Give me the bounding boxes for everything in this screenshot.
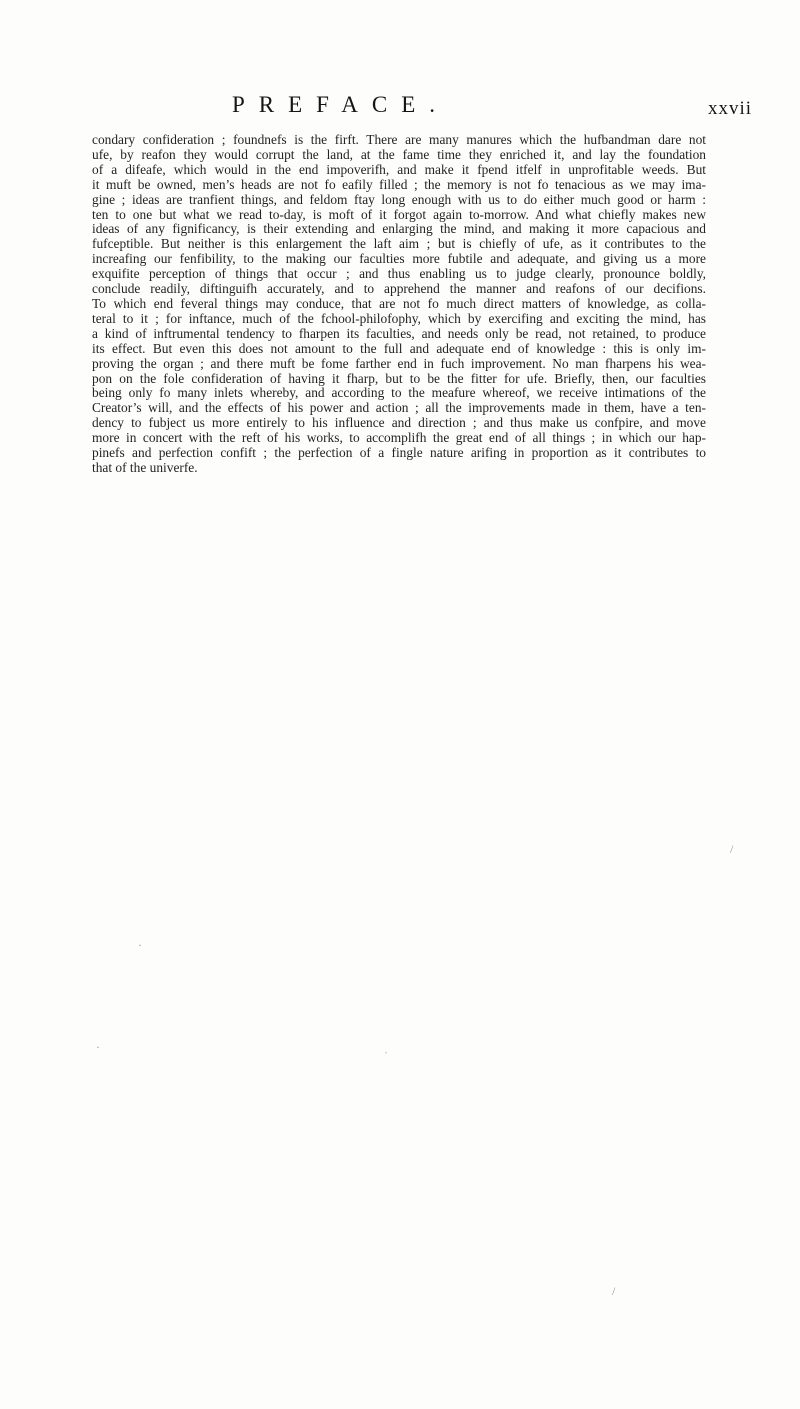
page-number: xxvii <box>708 98 753 119</box>
text-line: teral to it ; for inftance, much of the fchool-philofophy, which by exercifing and exciting the mind, has <box>92 311 706 326</box>
text-line: pinefs and perfection confift ; the perfection of a fingle nature arifing in proportion as it contributes to <box>92 446 706 461</box>
text-line: pon on the fole confideration of having it fharp, but to be the fitter for ufe. Briefly, then, our faculties <box>92 371 706 386</box>
paper-speck: · <box>96 1040 100 1054</box>
text-line: that of the univerfe. <box>92 460 198 475</box>
text-line: dency to fubject us more entirely to his influence and direction ; and thus make us confpire, and move <box>92 416 706 431</box>
text-line: gine ; ideas are tranfient things, and feldom ftay long enough with us to do either much good or harm : <box>92 192 706 207</box>
text-line: proving the organ ; and there muft be fome farther end in fuch improvement. No man fharpens his wea- <box>92 356 706 371</box>
text-line: a kind of inftrumental tendency to fharpen its faculties, and needs only be read, not retained, to produce <box>92 326 706 341</box>
text-line: ideas of any fignificancy, is their extending and enlarging the mind, and making it more capacious and <box>92 222 706 237</box>
text-line: fufceptible. But neither is this enlargement the laft aim ; but is chiefly of ufe, as it contributes to the <box>92 237 706 252</box>
paper-speck: · <box>138 938 142 952</box>
paper-speck: ˌ <box>384 1040 388 1054</box>
text-line: of a difeafe, which would in the end impoverifh, and make it fpend itfelf in unprofitable weeds. But <box>92 162 706 177</box>
text-line: Creator’s will, and the effects of his power and action ; all the improvements made in them, have a ten- <box>92 401 706 416</box>
text-line: exquifite perception of things that occur ; and thus enabling us to judge clearly, pronounce boldly, <box>92 267 706 282</box>
text-line: conclude readily, diftinguifh accurately, and to apprehend the manner and reafons of our decifions. <box>92 282 706 297</box>
paper-speck: / <box>612 1284 616 1298</box>
text-line: more in concert with the reft of his works, to accomplifh the great end of all things ; in which our hap- <box>92 431 706 446</box>
running-head-title: PREFACE. <box>232 92 450 117</box>
preface-body-text <box>92 133 706 476</box>
text-line: it muft be owned, men’s heads are not fo eafily filled ; the memory is not fo tenacious as we may ima- <box>92 177 706 192</box>
text-line: increafing our fenfibility, to the making our faculties more fubtile and adequate, and giving us a more <box>92 252 706 267</box>
text-line: being only fo many inlets whereby, and according to the meafure whereof, we receive intimations of the <box>92 386 706 401</box>
running-head <box>0 92 800 128</box>
text-line: its effect. But even this does not amount to the full and adequate end of knowledge : this is only im- <box>92 341 706 356</box>
text-line: ufe, by reafon they would corrupt the land, at the fame time they enriched it, and lay the foundation <box>92 147 706 162</box>
text-line: condary confideration ; foundnefs is the firft. There are many manures which the hufbandman dare not <box>92 133 706 147</box>
text-line: To which end feveral things may conduce, that are not fo much direct matters of knowledge, as colla- <box>92 296 706 311</box>
paper-speck: / <box>730 842 734 856</box>
text-line: ten to one but what we read to-day, is moft of it forgot again to-morrow. And what chiefly makes new <box>92 207 706 222</box>
